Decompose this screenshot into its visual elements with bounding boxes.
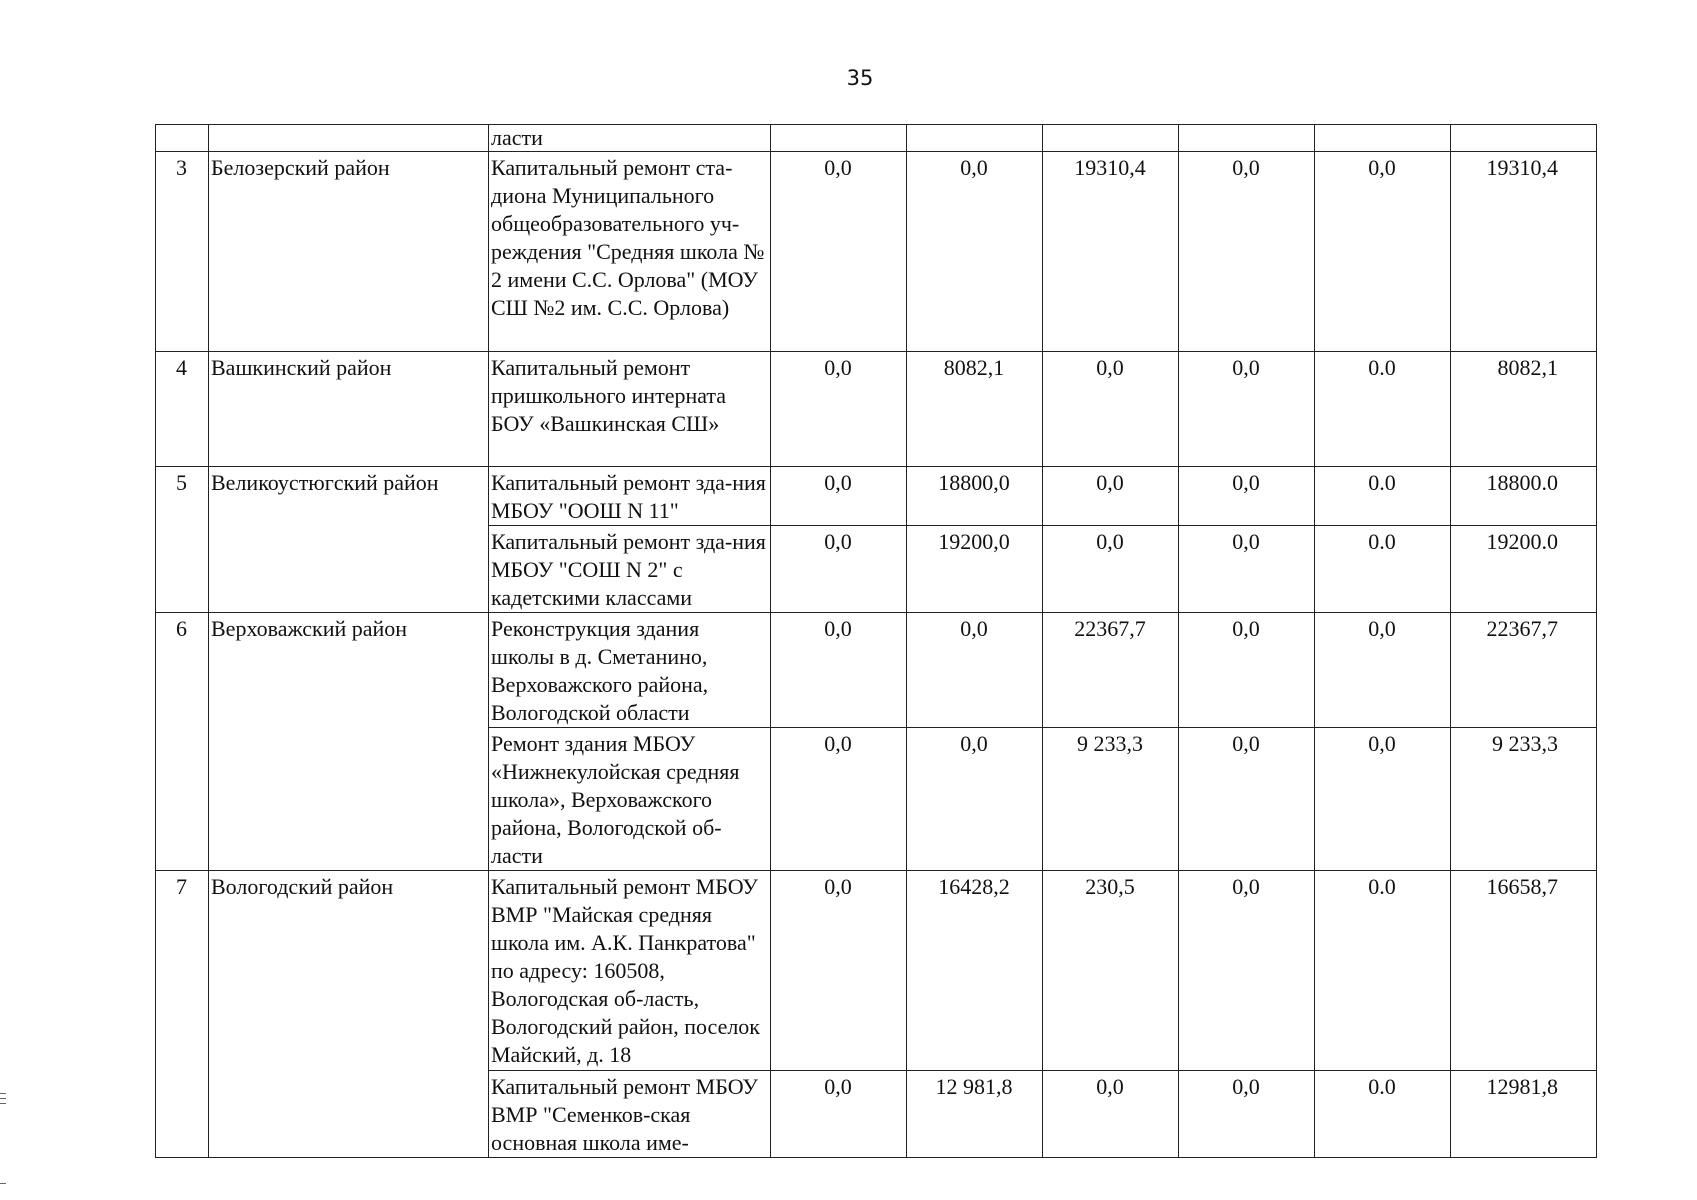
value-cell: 0,0 (1043, 526, 1179, 613)
value-cell: 0,0 (1043, 1071, 1179, 1158)
value-cell: 0,0 (1315, 613, 1451, 728)
value-cell: 18800,0 (907, 467, 1043, 526)
value-cell: 19200,0 (907, 526, 1043, 613)
value-cell: 0,0 (1179, 728, 1315, 871)
district-cell: Белозерский район (209, 152, 489, 352)
row-index: 6 (156, 613, 209, 871)
value-cell: 0.0 (1315, 526, 1451, 613)
district-cell: Вашкинский район (209, 352, 489, 467)
value-cell: 8082,1 (907, 352, 1043, 467)
row-index: 7 (156, 871, 209, 1158)
value-cell: 0,0 (1043, 352, 1179, 467)
value-cell: 0,0 (1179, 152, 1315, 352)
value-cell: 22367,7 (1043, 613, 1179, 728)
value-cell: 0,0 (907, 613, 1043, 728)
value-cell: 0,0 (1179, 613, 1315, 728)
value-cell: 0,0 (1179, 1071, 1315, 1158)
value-cell: 0,0 (771, 728, 907, 871)
district-cell: Верховажский район (209, 613, 489, 871)
binding-mark (0, 1183, 6, 1184)
value-cell: 9 233,3 (1043, 728, 1179, 871)
object-cell: Реконструкция здания школы в д. Сметанино, Верховажского района, Вологодской области (489, 613, 771, 728)
table-row (156, 125, 1597, 152)
row-index: 5 (156, 467, 209, 613)
value-cell: 0,0 (771, 352, 907, 467)
object-cell: Капитальный ремонт МБОУ ВМР "Семенков-ская основная школа име- (489, 1071, 771, 1158)
value-cell: 12 981,8 (907, 1071, 1043, 1158)
total-cell: 19200.0 (1451, 526, 1597, 613)
value-cell: 0,0 (771, 467, 907, 526)
district-cell: Великоустюгский район (209, 467, 489, 613)
value-cell: 0,0 (907, 728, 1043, 871)
total-cell (1451, 125, 1597, 152)
value-cell: 0,0 (907, 152, 1043, 352)
table-row (156, 613, 1597, 728)
value-cell: 0,0 (771, 613, 907, 728)
total-cell: 19310,4 (1451, 152, 1597, 352)
value-cell: 0.0 (1315, 467, 1451, 526)
object-cell: ласти (489, 125, 771, 152)
value-cell: 0,0 (771, 526, 907, 613)
total-cell: 18800.0 (1451, 467, 1597, 526)
value-cell: 0,0 (1315, 152, 1451, 352)
value-cell (771, 125, 907, 152)
total-cell: 16658,7 (1451, 871, 1597, 1071)
value-cell: 0.0 (1315, 1071, 1451, 1158)
value-cell: 0,0 (1179, 526, 1315, 613)
table-row (156, 152, 1597, 352)
value-cell: 0,0 (1179, 467, 1315, 526)
row-index: 3 (156, 152, 209, 352)
page-number: 35 (846, 66, 874, 90)
total-cell: 8082,1 (1451, 352, 1597, 467)
value-cell: 16428,2 (907, 871, 1043, 1071)
value-cell (1043, 125, 1179, 152)
funding-table (155, 124, 1597, 1158)
value-cell: 0,0 (1179, 352, 1315, 467)
value-cell: 0,0 (771, 1071, 907, 1158)
value-cell: 0.0 (1315, 871, 1451, 1071)
total-cell: 12981,8 (1451, 1071, 1597, 1158)
object-cell: Капитальный ремонт зда-ния МБОУ "ООШ N 11" (489, 467, 771, 526)
total-cell: 22367,7 (1451, 613, 1597, 728)
value-cell: 19310,4 (1043, 152, 1179, 352)
table-row (156, 467, 1597, 526)
value-cell: 0,0 (1179, 871, 1315, 1071)
value-cell (1179, 125, 1315, 152)
value-cell: 0,0 (771, 871, 907, 1071)
object-cell: Капитальный ремонт зда-ния МБОУ "СОШ N 2" с кадетскими классами (489, 526, 771, 613)
object-cell: Капитальный ремонт ста-диона Муниципального общеобразовательного уч-реждения "Средняя школа № 2 имени С.С. Орлова" (МОУ СШ №2 им. С.С. Орлова) (489, 152, 771, 352)
value-cell (1315, 125, 1451, 152)
table-row (156, 352, 1597, 467)
district-cell: Вологодский район (209, 871, 489, 1158)
binding-mark (0, 1093, 6, 1094)
row-index: 4 (156, 352, 209, 467)
object-cell: Капитальный ремонт МБОУ ВМР "Майская средняя школа им. А.К. Панкратова" по адресу: 160508, Вологодская об-ласть, Вологодский район, поселок Майский, д. 18 (489, 871, 771, 1071)
value-cell: 230,5 (1043, 871, 1179, 1071)
binding-mark (0, 1103, 6, 1104)
table-row (156, 871, 1597, 1071)
value-cell (907, 125, 1043, 152)
binding-mark (0, 1098, 6, 1099)
value-cell: 0,0 (1043, 467, 1179, 526)
object-cell: Капитальный ремонт пришкольного интерната БОУ «Вашкинская СШ» (489, 352, 771, 467)
value-cell: 0.0 (1315, 352, 1451, 467)
value-cell: 0,0 (1315, 728, 1451, 871)
value-cell: 0,0 (771, 152, 907, 352)
district-cell (209, 125, 489, 152)
total-cell: 9 233,3 (1451, 728, 1597, 871)
row-index (156, 125, 209, 152)
object-cell: Ремонт здания МБОУ «Нижнекулойская средняя школа», Верховажского района, Вологодской об-ласти (489, 728, 771, 871)
